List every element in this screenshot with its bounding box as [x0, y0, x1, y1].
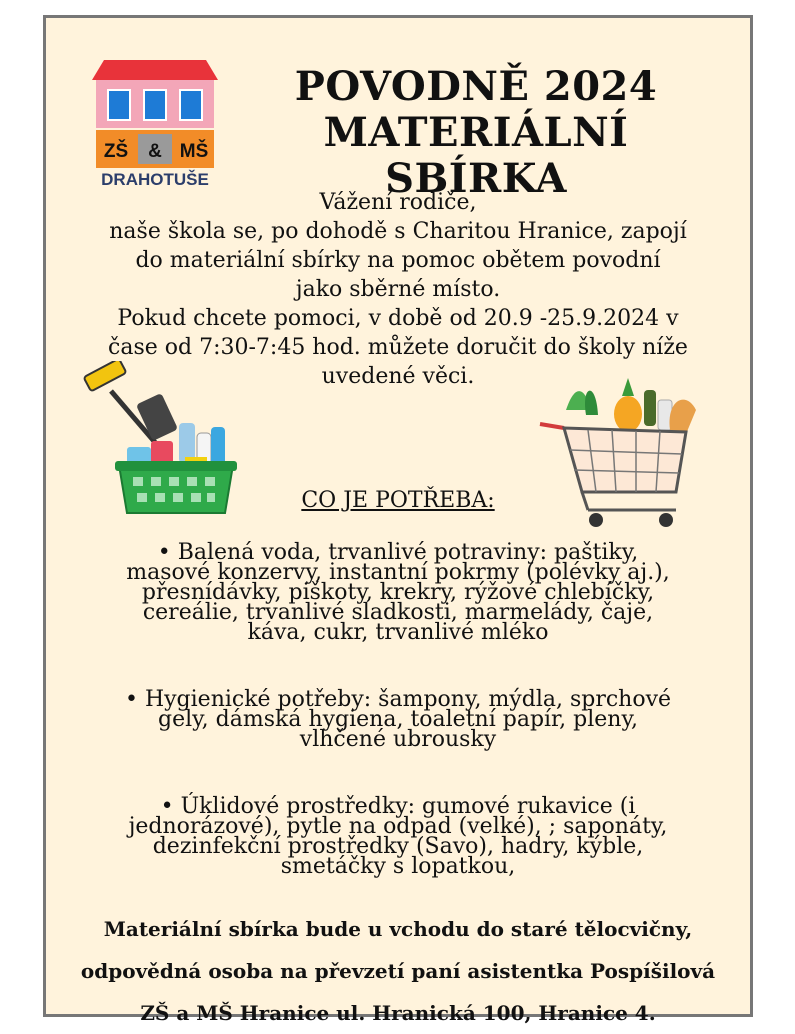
footer-note — [46, 908, 750, 1034]
intro-line: do materiální sbírky na pomoc obětem povodní — [135, 248, 661, 273]
item-line: vlhčené ubrousky — [299, 727, 497, 752]
item-line: smetáčky s lopatkou, — [280, 854, 516, 879]
footer-line: ZŠ a MŠ Hranice ul. Hranická 100, Hranice 4. — [140, 1001, 656, 1025]
intro-line: uvedené věci. — [321, 364, 475, 389]
logo-badge-left: ZŠ — [103, 141, 129, 162]
item-line: jednorázové), pytle na odpad (velké), ; saponáty, — [128, 814, 668, 839]
logo-school-name: DRAHOTUŠE — [101, 170, 209, 189]
needs-item-food — [64, 540, 732, 645]
title-line-1: POVODNĚ 2024 — [294, 63, 658, 110]
title-line-2: MATERIÁLNÍ SBÍRKA — [323, 109, 629, 202]
item-line: cereálie, trvanlivé sladkosti, marmelády, čaje, — [142, 600, 654, 625]
needs-item-cleaning — [64, 794, 732, 879]
intro-line: čase od 7:30-7:45 hod. můžete doručit do školy níže — [108, 335, 688, 360]
footer-line: odpovědná osoba na převzetí paní asistentka Pospíšilová — [80, 959, 716, 983]
logo-window-1 — [108, 90, 130, 120]
logo-window-3 — [180, 90, 202, 120]
logo-roof — [92, 60, 218, 80]
footer-line: Materiální sbírka bude u vchodu do staré tělocvičny, — [103, 917, 693, 941]
needs-heading: CO JE POTŘEBA: — [301, 488, 495, 513]
poster-title — [226, 64, 726, 202]
intro-line: jako sběrné místo. — [295, 277, 501, 302]
item-line: káva, cukr, trvanlivé mléko — [247, 620, 549, 645]
item-line: masové konzervy, instantní pokrmy (polévky aj.), — [126, 560, 670, 585]
item-line: dezinfekční prostředky (Savo), hadry, kýble, — [152, 834, 644, 859]
intro-line: Vážení rodiče, — [319, 190, 477, 215]
school-logo — [88, 54, 222, 190]
needs-item-hygiene — [64, 687, 732, 752]
intro-line: Pokud chcete pomoci, v době od 20.9 -25.9.2024 v — [117, 306, 679, 331]
item-line: gely, dámská hygiena, toaletní papír, pleny, — [158, 707, 638, 732]
logo-badge-right: MŠ — [179, 141, 209, 162]
intro-line: naše škola se, po dohodě s Charitou Hranice, zapojí — [109, 219, 687, 244]
logo-window-2 — [144, 90, 166, 120]
item-line: • Hygienické potřeby: šampony, mýdla, sprchové — [124, 687, 672, 712]
item-line: • Balená voda, trvanlivé potraviny: paštiky, — [157, 540, 639, 565]
item-line: • Úklidové prostředky: gumové rukavice (i — [160, 794, 636, 819]
logo-badge-amp: & — [148, 141, 162, 162]
item-line: přesnídávky, piškoty, krekry, rýžové chlebíčky, — [141, 580, 655, 605]
poster — [43, 15, 753, 1025]
